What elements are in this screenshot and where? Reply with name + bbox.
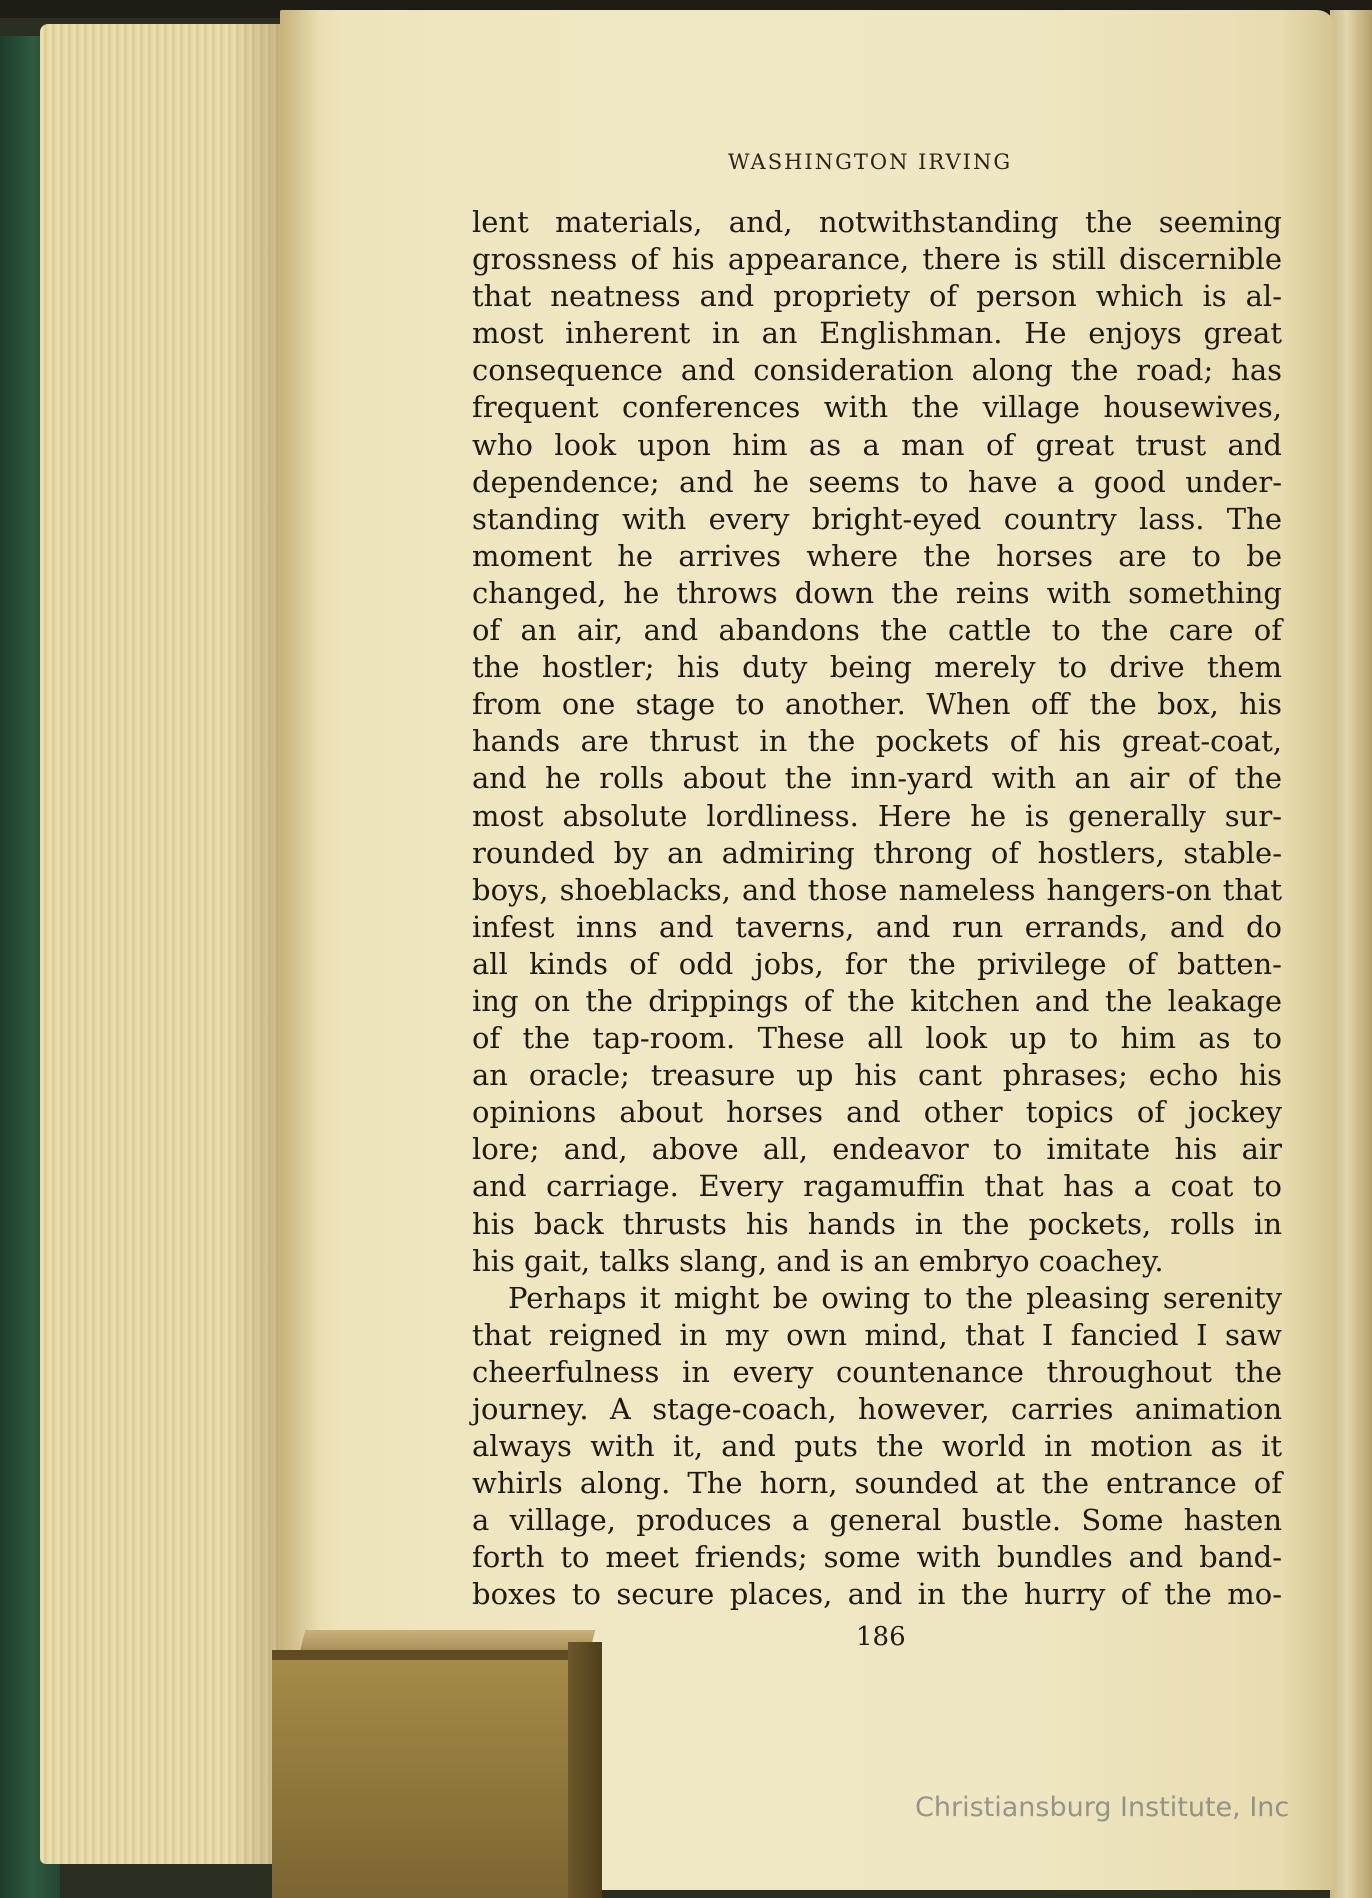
text-line: whirls along. The horn, sounded at the entrance of (472, 1466, 1282, 1501)
text-line: changed, he throws down the reins with something (472, 575, 1282, 610)
text-line: rounded by an admiring throng of hostlers, stable- (472, 835, 1282, 870)
text-line: dependence; and he seems to have a good under- (472, 464, 1282, 499)
text-line: forth to meet friends; some with bundles and band- (472, 1540, 1282, 1575)
text-line: opinions about horses and other topics of jockey (472, 1095, 1282, 1130)
text-line: of an air, and abandons the cattle to the care of (472, 613, 1282, 648)
text-line: that reigned in my own mind, that I fancied I saw (472, 1317, 1282, 1352)
text-line: grossness of his appearance, there is still discernible (472, 242, 1282, 277)
text-line: the hostler; his duty being merely to drive them (472, 650, 1282, 685)
text-line: boys, shoeblacks, and those nameless hangers-on that (472, 872, 1282, 907)
text-line: and he rolls about the inn-yard with an air of the (472, 761, 1282, 796)
running-head: WASHINGTON IRVING (728, 150, 1013, 174)
text-line: consequence and consideration along the road; has (472, 353, 1282, 388)
small-book-weight (272, 1630, 602, 1898)
text-line: his gait, talks slang, and is an embryo coachey. (472, 1243, 1164, 1278)
text-line: always with it, and puts the world in motion as it (472, 1429, 1282, 1464)
text-line: of the tap-room. These all look up to him as to (472, 1021, 1282, 1056)
text-line: journey. A stage-coach, however, carries animation (472, 1392, 1282, 1426)
small-book-front (272, 1650, 572, 1898)
text-line: who look upon him as a man of great trust and (472, 427, 1282, 462)
page-gutter-shadow (280, 10, 320, 1890)
text-line: standing with every bright-eyed country lass. The (472, 501, 1282, 536)
text-line: most absolute lordliness. Here he is generally sur- (472, 798, 1282, 833)
text-line: most inherent in an Englishman. He enjoys great (472, 316, 1282, 351)
text-line: frequent conferences with the village housewives, (472, 390, 1282, 425)
text-line: cheerfulness in every countenance throughout the (472, 1354, 1282, 1389)
text-line: an oracle; treasure up his cant phrases; echo his (472, 1058, 1282, 1093)
text-line: infest inns and taverns, and run errands, and do (472, 909, 1282, 944)
page-text (472, 204, 1282, 1614)
small-book-band (272, 1650, 572, 1660)
text-line: boxes to secure places, and in the hurry of the mo- (472, 1577, 1282, 1612)
text-line: Perhaps it might be owing to the pleasing serenity (508, 1280, 1282, 1315)
text-line: a village, produces a general bustle. Some hasten (472, 1503, 1282, 1538)
book-cover-right (1330, 10, 1372, 1898)
text-line: and carriage. Every ragamuffin that has a coat to (472, 1169, 1282, 1204)
watermark: Christiansburg Institute, Inc (915, 1792, 1290, 1823)
page-number: 186 (856, 1622, 906, 1652)
small-book-spine (568, 1642, 602, 1898)
text-line: from one stage to another. When off the box, his (472, 687, 1282, 722)
text-line: his back thrusts his hands in the pockets, rolls in (472, 1206, 1282, 1241)
text-line: lore; and, above all, endeavor to imitate his air (472, 1132, 1282, 1167)
text-line: hands are thrust in the pockets of his great-coat, (472, 724, 1282, 759)
text-line: ing on the drippings of the kitchen and the leakage (472, 983, 1282, 1018)
text-line: lent materials, and, notwithstanding the seeming (472, 205, 1282, 239)
text-line: that neatness and propriety of person which is al- (472, 279, 1282, 314)
text-line: moment he arrives where the horses are to be (472, 538, 1282, 573)
text-line: all kinds of odd jobs, for the privilege of batten- (472, 946, 1282, 981)
